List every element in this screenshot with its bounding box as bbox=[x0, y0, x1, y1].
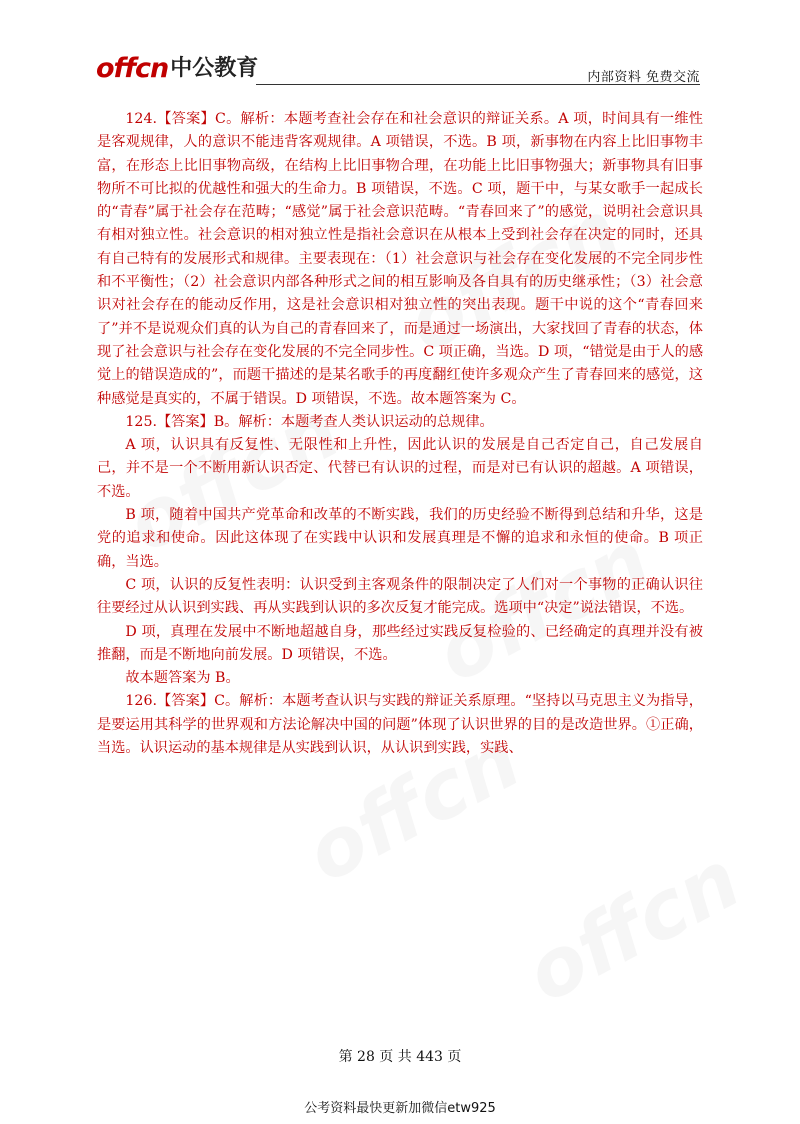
answer-125-option-b: B 项，随着中国共产党革命和改革的不断实践，我们的历史经验不断得到总结和升华，这是党的追求和使命。因此这体现了在实践中认识和发展真理是不懈的追求和永恒的使命。B 项正确，当选。 bbox=[97, 507, 703, 570]
document-body bbox=[97, 108, 703, 760]
answer-125-option-a: A 项，认识具有反复性、无限性和上升性，因此认识的发展是自己否定自己，自己发展自己，并不是一个不断用新认识否定、代替已有认识的过程，而是对已有认识的超越。A 项错误，不选。 bbox=[97, 437, 703, 500]
answer-125-option-c: C 项，认识的反复性表明：认识受到主客观条件的限制决定了人们对一个事物的正确认识往往要经过从认识到实践、再从实践到认识的多次反复才能完成。选项中“决定”说法错误，不选。 bbox=[97, 576, 703, 617]
watermark-logo bbox=[511, 832, 754, 1020]
answer-125-option-d: D 项，真理在发展中不断地超越自身，那些经过实践反复检验的、已经确定的真理并没有被推翻，而是不断地向前发展。D 项错误，不选。 bbox=[97, 623, 703, 663]
logo-name: 中公教育 bbox=[170, 56, 259, 81]
page-number: 第 28 页 共 443 页 bbox=[338, 1049, 462, 1065]
offcn-logo bbox=[96, 54, 258, 84]
answer-125: 125.【答案】B。解析：本题考查人类认识运动的总规律。 bbox=[125, 413, 494, 430]
answer-125-conclusion: 故本题答案为 B。 bbox=[125, 670, 240, 687]
page-header bbox=[96, 48, 700, 88]
header-tagline: 内部资料 免费交流 bbox=[587, 70, 700, 85]
footer-note: 公考资料最快更新加微信etw925 bbox=[304, 1101, 496, 1116]
answer-126: 126.【答案】C。解析：本题考查认识与实践的辩证关系原理。“坚持以马克思主义为指导，是要运用其科学的世界观和方法论解决中国的问题”体现了认识世界的目的是改造世界。①正确，当选。认识运动的基本规律是从实践到认识，从认识到实践，实践、 bbox=[97, 693, 703, 757]
logo-mark: offcn bbox=[96, 53, 169, 84]
answer-124: 124.【答案】C。解析：本题考查社会存在和社会意识的辩证关系。A 项，时间具有一维性是客观规律，人的意识不能违背客观规律。A 项错误，不选。B 项，新事物在内容上比旧事物丰富，在形态上比旧事物高级，在结构上比旧事物合理，在功能上比旧事物强大；新事物具有旧事物所不可比拟的优越性和强大的生命力。B 项错误，不选。C 项，题干中，与某女歌手一起成长的“青春”属于社会存在范畴；“感觉”属于社会意识范畴。“青春回来了”的感觉，说明社会意识具有相对独立性。社会意识的相对独立性是指社会意识在从根本上受到社会存在决定的同时，还具有自己特有的发展形式和规律。主要表现在：（1）社会意识与社会存在变化发展的不完全同步性和不平衡性；（2）社会意识内部各种形式之间的相互影响及各自具有的历史继承性；（3）社会意识对社会存在的能动反作用，这是社会意识相对独立性的突出表现。题干中说的这个“青春回来了”并不是说观众们真的认为自己的青春回来了，而是通过一场演出，大家找回了青春的状态，体现了社会意识与社会存在变化发展的不完全同步性。C 项正确，当选。D 项，“错觉是由于人的感觉上的错误造成的”，而题干描述的是某名歌手的再度翻红使许多观众产生了青春回来的感觉，这种感觉是真实的，不属于错误。D 项错误，不选。故本题答案为 C。 bbox=[97, 111, 704, 407]
